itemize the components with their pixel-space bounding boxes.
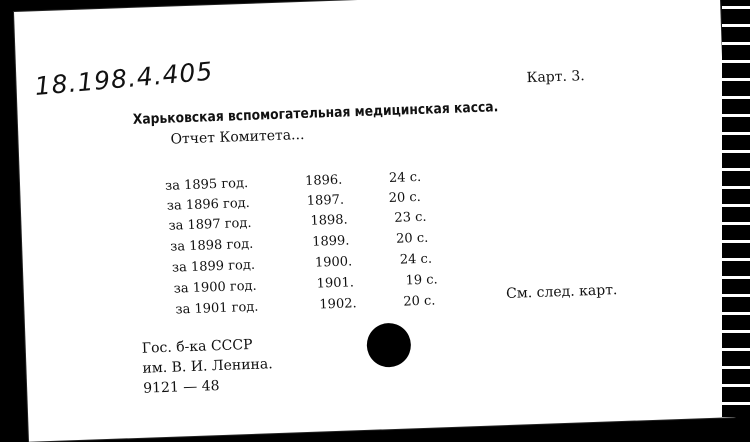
see-next-card-note: См. след. карт. <box>505 282 618 302</box>
card-subtitle: Отчет Комитета... <box>170 126 305 148</box>
page-count: 20 с. <box>388 189 422 207</box>
report-period: за 1901 год. <box>175 299 259 318</box>
scan-edge-strip <box>722 0 750 417</box>
card-heading: Харьковская вспомогательная медицинская касса. <box>132 99 499 128</box>
publication-year: 1901. <box>316 275 355 292</box>
catalog-card <box>14 0 735 442</box>
report-period: за 1895 год. <box>164 175 249 194</box>
report-period: за 1898 год. <box>170 236 254 255</box>
report-period: за 1899 год. <box>171 257 256 276</box>
publication-year: 1900. <box>314 254 353 271</box>
publication-year: 1896. <box>304 172 343 189</box>
library-stamp-line: 9121 — 48 <box>142 378 220 397</box>
report-period: за 1897 год. <box>168 215 252 234</box>
publication-year: 1902. <box>319 296 357 313</box>
library-stamp-line: Гос. б-ка СССР <box>141 336 253 357</box>
page-count: 20 с. <box>403 293 436 310</box>
publication-year: 1898. <box>310 212 348 229</box>
page-count: 19 с. <box>405 272 438 289</box>
publication-year: 1897. <box>306 192 345 209</box>
library-stamp-line: им. В. И. Ленина. <box>142 356 273 377</box>
publication-year: 1899. <box>311 233 350 250</box>
report-period: за 1900 год. <box>173 278 257 297</box>
card-number: Карт. 3. <box>526 68 586 87</box>
punch-hole <box>366 322 412 368</box>
page-count: 24 с. <box>388 169 422 187</box>
page-count: 20 с. <box>395 230 429 247</box>
page-count: 23 с. <box>394 209 427 226</box>
page-count: 24 с. <box>399 251 433 268</box>
report-period: за 1896 год. <box>166 195 251 214</box>
call-number: 18.198.4.405 <box>33 56 215 101</box>
